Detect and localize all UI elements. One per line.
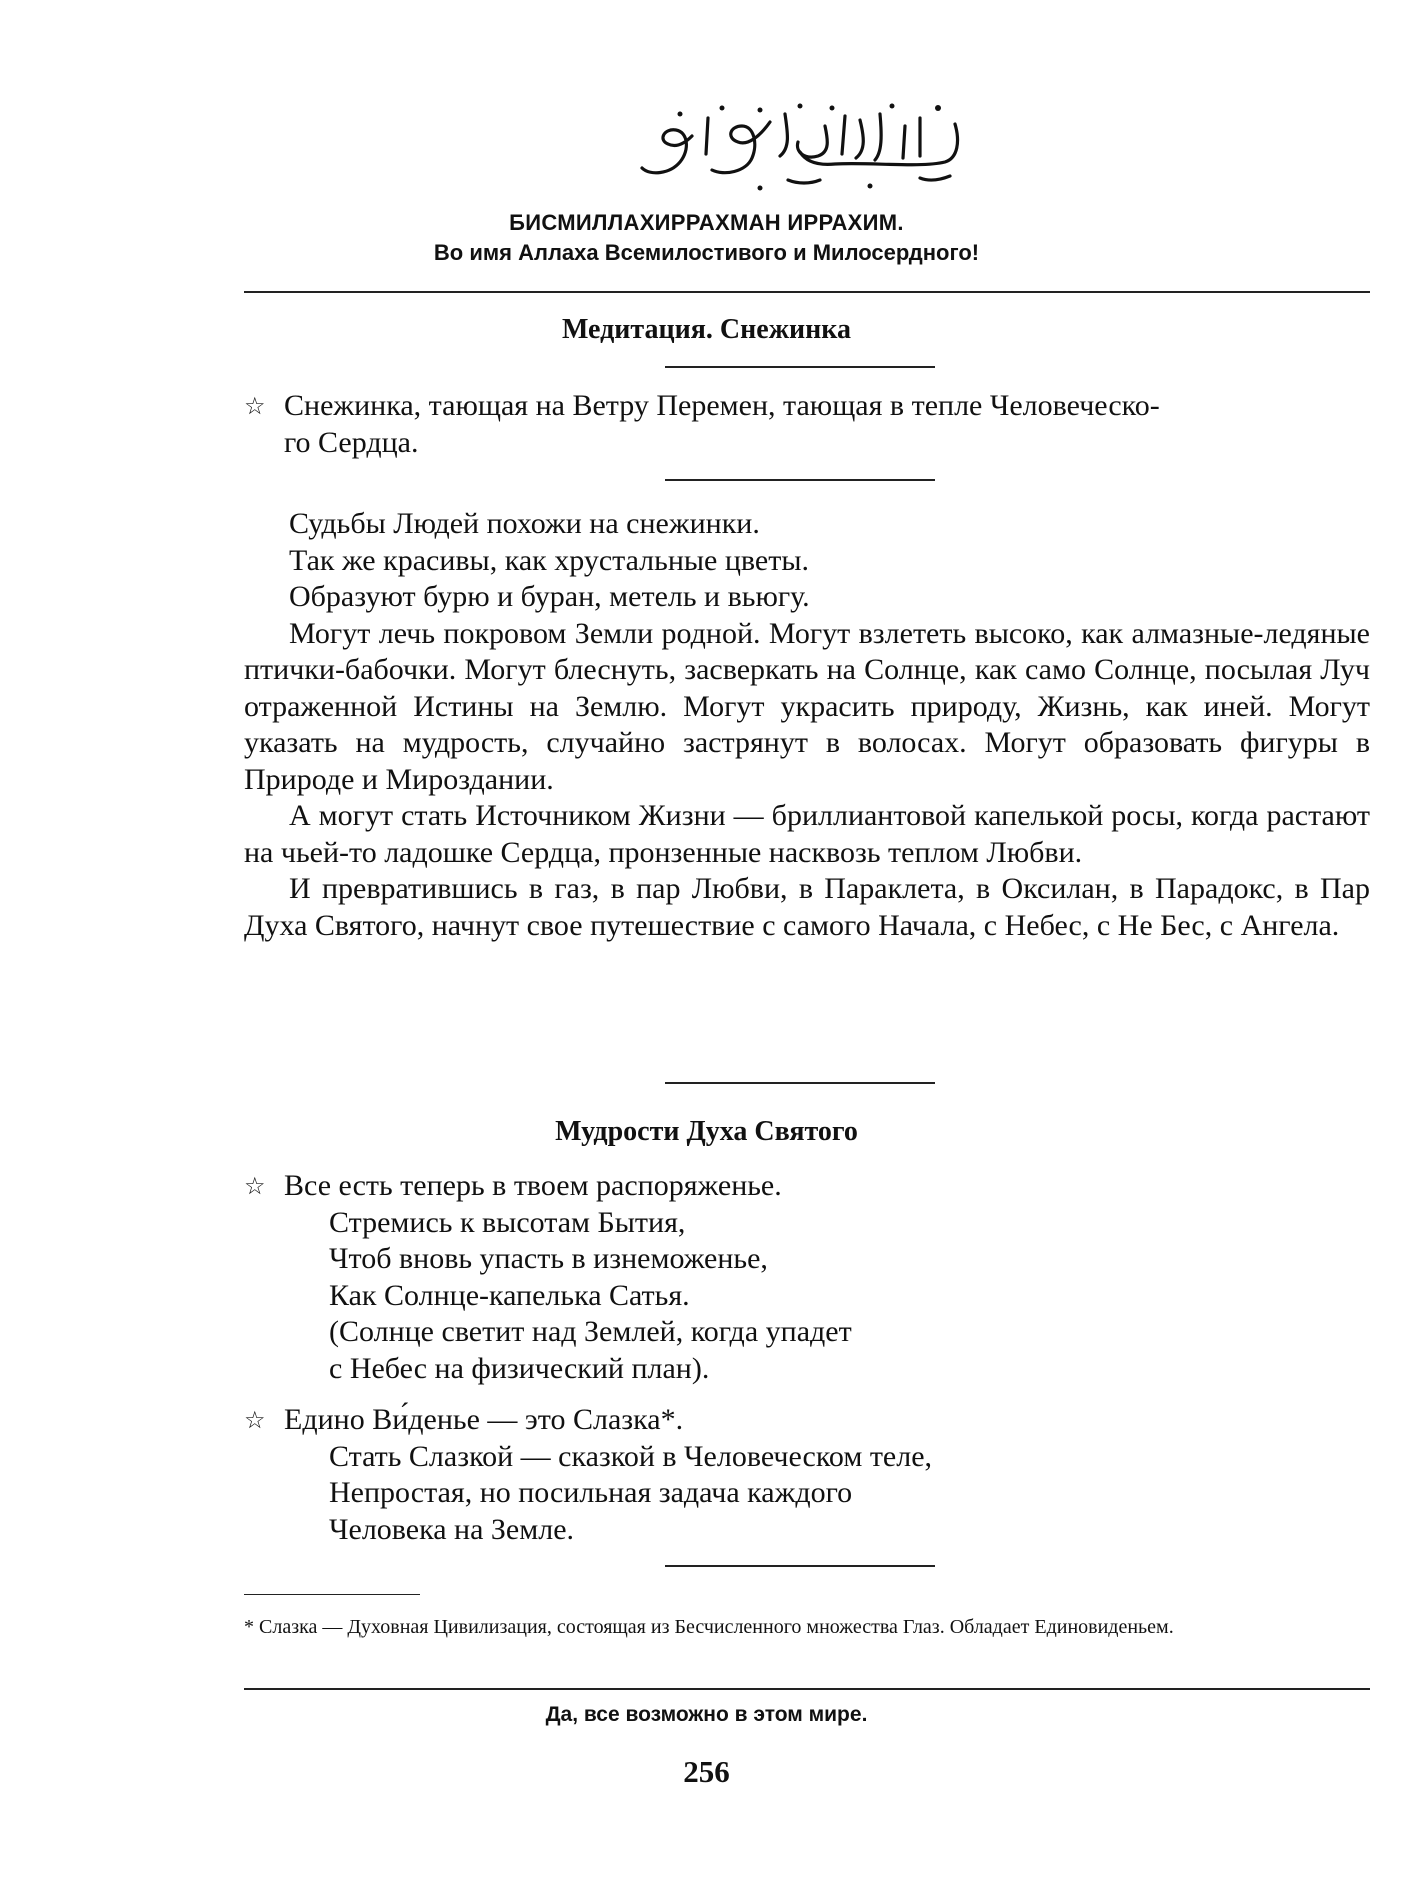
footnote-rule [244, 1594, 420, 1595]
footnote: * Слазка — Духовная Цивилизация, состоящая из Бесчисленного множества Глаз. Обладает Единовиденьем. [244, 1616, 1174, 1638]
section-heading-snowflake: Медитация. Снежинка [562, 314, 851, 345]
verse-line: Человека на Земле. [329, 1512, 575, 1546]
snowflake-bullet [244, 388, 1370, 461]
paragraph: И превратившись в газ, в пар Любви, в Параклета, в Оксилан, в Парадокс, в Пар Духа Святого, начнут свое путешествие с самого Начала, с Небес, с Не Бес, с Ангела. [244, 872, 1370, 942]
bismillah-translation: Во имя Аллаха Всемилостивого и Милосердного! [433, 240, 980, 265]
bullet-line: Снежинка, тающая на Ветру Перемен, тающая в тепле Человеческо- [284, 389, 1160, 422]
verse-line: Все есть теперь в твоем распоряженье. [284, 1169, 782, 1202]
wisdom-verse-2 [244, 1402, 1370, 1548]
paragraph: А могут стать Источником Жизни — бриллиантовой капелькой росы, когда растают на чьей-то ладошке Сердца, пронзенные насквозь теплом Любви. [244, 799, 1370, 869]
verse-line: Как Солнце-капелька Сатья. [329, 1278, 690, 1312]
star-icon: ☆ [244, 392, 266, 420]
footer-divider [244, 1688, 1370, 1690]
verse-line: Едино Ви́денье — это Слазка*. [284, 1403, 684, 1436]
bullet-item [244, 388, 1370, 461]
paragraph: Могут лечь покровом Земли родной. Могут взлететь высоко, как алмазные-ледяные птички-бабочки. Могут блеснуть, засверкать на Солнце, как само Солнце, посылая Луч отраженной Истины на Землю. Могут украсить природу, Жизнь, как иней. Могут указать на мудрость, случайно застрянут в волосах. Могут образовать фигуры в Природе и Мироздании. [244, 616, 1370, 796]
star-icon: ☆ [244, 1172, 266, 1200]
verse-line: с Небес на физический план). [329, 1351, 710, 1385]
star-icon: ☆ [244, 1406, 266, 1434]
footer-motto: Да, все возможно в этом мире. [545, 1703, 868, 1726]
section-divider [665, 479, 935, 481]
bismillah-calligraphy [620, 96, 980, 200]
section-divider [665, 1565, 935, 1567]
verse-line: Чтоб вновь упасть в изнеможенье, [329, 1242, 768, 1275]
bullet-item [244, 1402, 1370, 1548]
section-heading-wisdom: Мудрости Духа Святого [555, 1116, 858, 1147]
header-divider [244, 291, 1370, 293]
verse-line: Стать Слазкой — сказкой в Человеческом теле, [329, 1439, 933, 1473]
verse-line: (Солнце светит над Землей, когда упадет [329, 1315, 852, 1348]
snowflake-text [244, 506, 1370, 944]
verse-line: Непростая, но посильная задача каждого [329, 1476, 853, 1509]
section-divider [665, 1082, 935, 1084]
heading-underline [665, 366, 935, 368]
bullet-line: го Сердца. [284, 425, 419, 459]
text-line: Так же красивы, как хрустальные цветы. [289, 543, 809, 577]
page-number: 256 [683, 1754, 730, 1789]
bismillah-transliteration: БИСМИЛЛАХИРРАХМАН ИРРАХИМ. [509, 210, 904, 235]
verse-line: Стремись к высотам Бытия, [329, 1205, 686, 1239]
bullet-item [244, 1168, 1370, 1387]
text-line: Судьбы Людей похожи на снежинки. [289, 507, 760, 540]
wisdom-verse-1 [244, 1168, 1370, 1387]
text-line: Образуют бурю и буран, метель и вьюгу. [289, 580, 810, 613]
